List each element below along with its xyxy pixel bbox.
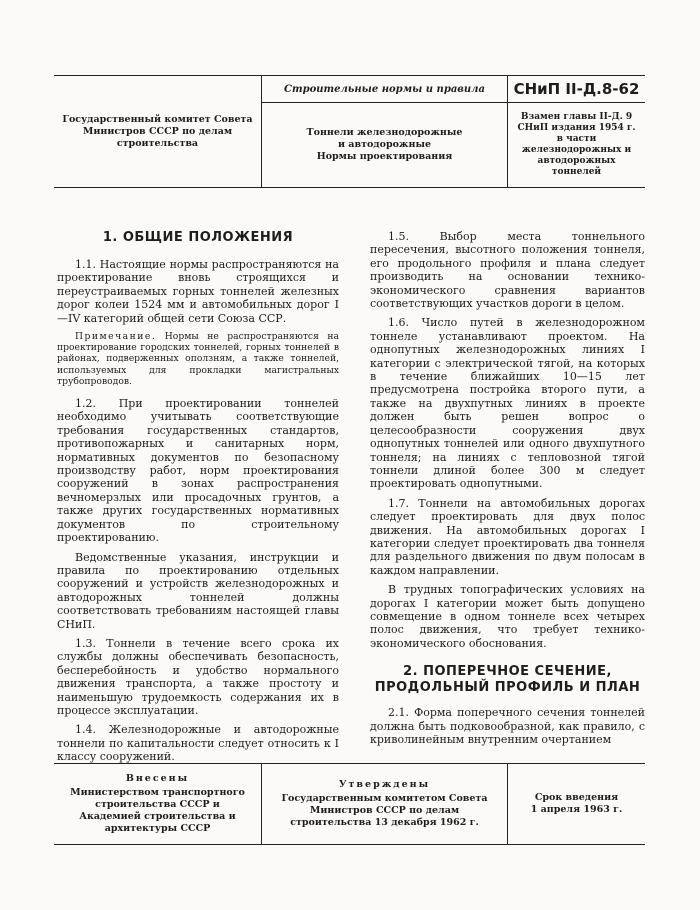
paragraph-1-5: 1.5. Выбор места тоннельного пересечения, высотного положения тоннеля, его продольного профиля и плана следует производить на основании технико-экономического сравнения вариантов соответствующих участков дороги в целом. [370,230,645,311]
paragraph-1-6: 1.6. Число путей в железнодорожном тоннеле устанавливают проектом. На однопутных железнодорожных линиях I категории с электрической тягой, на которых в течение ближайших 10—15 лет предусмотрена постройка второго пути, а также на двухпутных линиях в проекте должен быть решен вопрос о целесообразности сооружения двух однопутных тоннелей или одного двухпутного тоннеля; на линиях с тепловозной тягой тоннели длиной более 300 м следует проектировать однопутными. [370,316,645,491]
note [57,331,339,387]
approved-text: Государственным комитетом Совета Министров СССР по делам строительства 13 декабря 1962 г. [281,793,488,828]
effective-label: Срок введения [534,792,619,803]
document-subject [262,103,507,187]
left-column [57,230,339,770]
paragraph-1-3: 1.3. Тоннели в течение всего срока их службы должны обеспечивать безопасность, бесперебойность и удобство нормального движения транспорта, а также простоту и наименьшую трудоемкость содержания их в процессе эксплуатации. [57,636,339,717]
section-2-heading-line-2: ПРОДОЛЬНЫЙ ПРОФИЛЬ И ПЛАН [374,680,641,696]
right-column [370,230,645,752]
paragraph-2-1: 2.1. Форма поперечного сечения тоннелей должна быть подковообразной, как правило, с криволинейным внутренним очертанием [370,706,645,746]
effective-date: 1 апреля 1963 г. [530,804,623,815]
section-2-heading [370,664,645,696]
section-2-heading-line-1: 2. ПОПЕРЕЧНОЕ СЕЧЕНИЕ, [403,664,612,680]
paragraph-1-7-continued: В трудных топографических условиях на дорогах I категории может быть допущено совмещение в одном тоннеле всех четырех полос движения, что требует технико-экономического обоснования. [370,583,645,650]
introduced-text: Министерством транспортного строительства СССР и Академией строительства и архитектуры СССР [70,787,245,834]
header-middle [262,76,508,187]
approved-title: Утверждены [338,779,431,790]
document-series: Строительные нормы и правила [262,76,507,103]
note-text: Нормы не распространяются на проектирование городских тоннелей, горных тоннелей в районах, подверженных оползням, а также тоннелей, используемых для прокладки магистральных трубопроводов. [57,331,339,387]
footer-effective [508,764,645,844]
header-committee [54,76,262,187]
note-label: Примечание. [75,331,157,343]
paragraph-1-2: 1.2. При проектировании тоннелей необходимо учитывать соответствующие требования государственных стандартов, противопожарных и санитарных норм, нормативных документов по безопасному производству работ, норм проектирования сооружений в зонах распространения вечномерзлых или просадочных грунтов, а также других государственных нормативных документов по строительному проектированию. [57,397,339,545]
document-code: СНиП II-Д.8-62 [508,76,645,103]
paragraph-1-1: 1.1. Настоящие нормы распространяются на проектирование вновь строящихся и переустраиваемых горных тоннелей железных дорог колеи 1524 мм и автомобильных дорог I—IV категорий общей сети Союза ССР. [57,258,339,325]
subject-line-3: Нормы проектирования [316,151,453,162]
footer-approved [262,764,508,844]
introduced-title: Внесены [125,773,190,784]
paragraph-1-7: 1.7. Тоннели на автомобильных дорогах следует проектировать для двух полос движения. На автомобильных дорогах I категории следует проектировать два тоннеля для раздельного движения по двум полосам в каждом направлении. [370,496,645,577]
footer-table [54,763,645,845]
header-table [54,75,645,188]
replaces-note: Взамен главы II-Д. 9 СНиП издания 1954 г. в части железнодорожных и автодорожных тоннелей [517,112,636,177]
header-right [508,76,645,187]
subject-line-1: Тоннели железнодорожные [306,127,463,138]
section-1-heading: 1. ОБЩИЕ ПОЛОЖЕНИЯ [102,230,294,245]
paragraph-1-2-continued: Ведомственные указания, инструкции и правила по проектированию отдельных сооружений и устройств железнодорожных и автодорожных тоннелей должны соответствовать требованиям настоящей главы СНиП. [57,550,339,631]
subject-line-2: и автодорожные [337,139,432,150]
paragraph-1-4: 1.4. Железнодорожные и автодорожные тоннели по капитальности следует относить к I классу сооружений. [57,723,339,764]
committee-text: Государственный комитет Совета Министров СССР по делам строительства [62,113,253,149]
footer-introduced [54,764,262,844]
